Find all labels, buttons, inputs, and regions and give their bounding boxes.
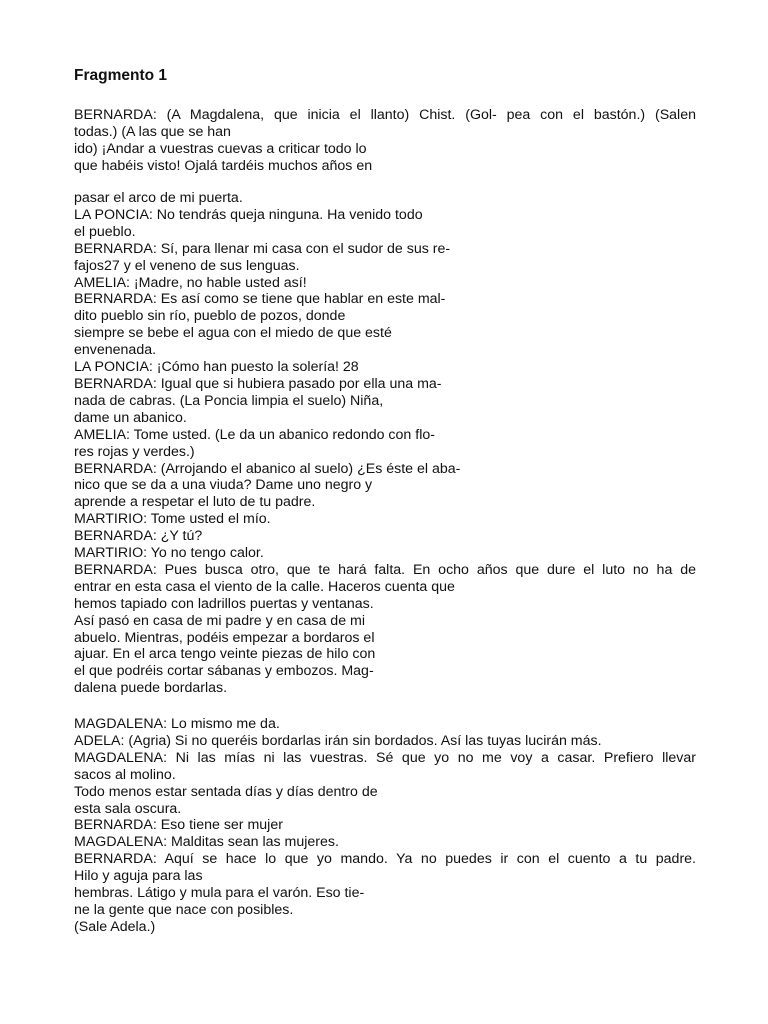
text-line: pasar el arco de mi puerta. <box>74 190 243 206</box>
text-line: LA PONCIA: ¡Cómo han puesto la solería! 28 <box>74 359 359 376</box>
text-line: todas.) (A las que se han <box>74 123 231 140</box>
text-line: LA PONCIA: No tendrás queja ninguna. Ha venido todo <box>74 206 423 223</box>
text-line: BERNARDA: ¿Y tú? <box>74 528 203 545</box>
text-line: AMELIA: Tome usted. (Le da un abanico redondo con flo- <box>74 426 435 443</box>
text-line: ajuar. En el arca tengo veinte piezas de hilo con <box>74 646 376 663</box>
text-line: siempre se bebe el agua con el miedo de que esté <box>74 325 392 342</box>
text-line: hemos tapiado con ladrillos puertas y ventanas. <box>74 595 374 612</box>
paragraph-block-1 <box>74 107 696 175</box>
text-line: BERNARDA: Eso tiene ser mujer <box>74 817 283 834</box>
text-line: entrar en esta casa el viento de la calle. Haceros cuenta que <box>74 578 455 595</box>
text-line: ido) ¡Andar a vuestras cuevas a criticar todo lo <box>74 140 367 157</box>
text-line: MAGDALENA: Ni las mías ni las vuestras. Sé que yo no me voy a casar. Prefiero llevar <box>74 749 696 766</box>
text-line: BERNARDA: Aquí se hace lo que yo mando. Ya no puedes ir con el cuento a tu padre. <box>74 851 696 868</box>
text-line: nico que se da a una viuda? Dame uno negro y <box>74 477 373 494</box>
text-line: envenenada. <box>74 342 157 359</box>
text-line: MARTIRIO: Yo no tengo calor. <box>74 545 264 562</box>
text-line: abuelo. Mientras, podéis empezar a bordaros el <box>74 629 375 646</box>
text-line: Todo menos estar sentada días y días dentro de <box>74 783 378 800</box>
fragment-title: Fragmento 1 <box>74 67 168 84</box>
text-line: res rojas y verdes.) <box>74 443 195 460</box>
text-line: MARTIRIO: Tome usted el mío. <box>74 511 271 528</box>
text-line: BERNARDA: (Arrojando el abanico al suelo) ¿Es éste el aba- <box>74 460 461 477</box>
text-line: dalena puede bordarlas. <box>74 680 228 697</box>
text-line: Así pasó en casa de mi padre y en casa de mi <box>74 612 366 629</box>
text-line: BERNARDA: Sí, para llenar mi casa con el sudor de sus re- <box>74 240 451 257</box>
text-line: (Sale Adela.) <box>74 918 156 935</box>
text-line: sacos al molino. <box>74 766 176 783</box>
text-line: ADELA: (Agria) Si no queréis bordarlas irán sin bordados. Así las tuyas lucirán más. <box>74 732 602 749</box>
text-line: BERNARDA: Es así como se tiene que hablar en este mal- <box>74 291 446 308</box>
text-line: BERNARDA: (A Magdalena, que inicia el llanto) Chist. (Gol- pea con el bastón.) (Salen <box>74 107 696 123</box>
text-line: dito pueblo sin río, pueblo de pozos, donde <box>74 308 346 325</box>
text-line: fajos27 y el veneno de sus lenguas. <box>74 257 300 274</box>
text-line: MAGDALENA: Lo mismo me da. <box>74 716 280 732</box>
paragraph-block-3 <box>74 716 696 936</box>
text-line: dame un abanico. <box>74 409 187 426</box>
text-line: BERNARDA: Pues busca otro, que te hará falta. En ocho años que dure el luto no ha de <box>74 561 696 578</box>
text-line: MAGDALENA: Malditas sean las mujeres. <box>74 834 339 851</box>
text-line: BERNARDA: Igual que si hubiera pasado por ella una ma- <box>74 375 442 392</box>
text-line: hembras. Látigo y mula para el varón. Eso tie- <box>74 885 365 902</box>
text-line: que habéis visto! Ojalá tardéis muchos años en <box>74 157 373 174</box>
text-line: nada de cabras. (La Poncia limpia el suelo) Niña, <box>74 392 384 409</box>
text-line: Hilo y aguja para las <box>74 868 203 885</box>
text-line: esta sala oscura. <box>74 800 182 817</box>
text-line: aprende a respetar el luto de tu padre. <box>74 494 316 511</box>
text-line: el pueblo. <box>74 223 136 240</box>
text-line: ne la gente que nace con posibles. <box>74 901 294 918</box>
paragraph-block-2 <box>74 190 696 697</box>
text-line: AMELIA: ¡Madre, no hable usted así! <box>74 274 307 291</box>
text-line: el que podréis cortar sábanas y embozos. Mag- <box>74 663 374 680</box>
